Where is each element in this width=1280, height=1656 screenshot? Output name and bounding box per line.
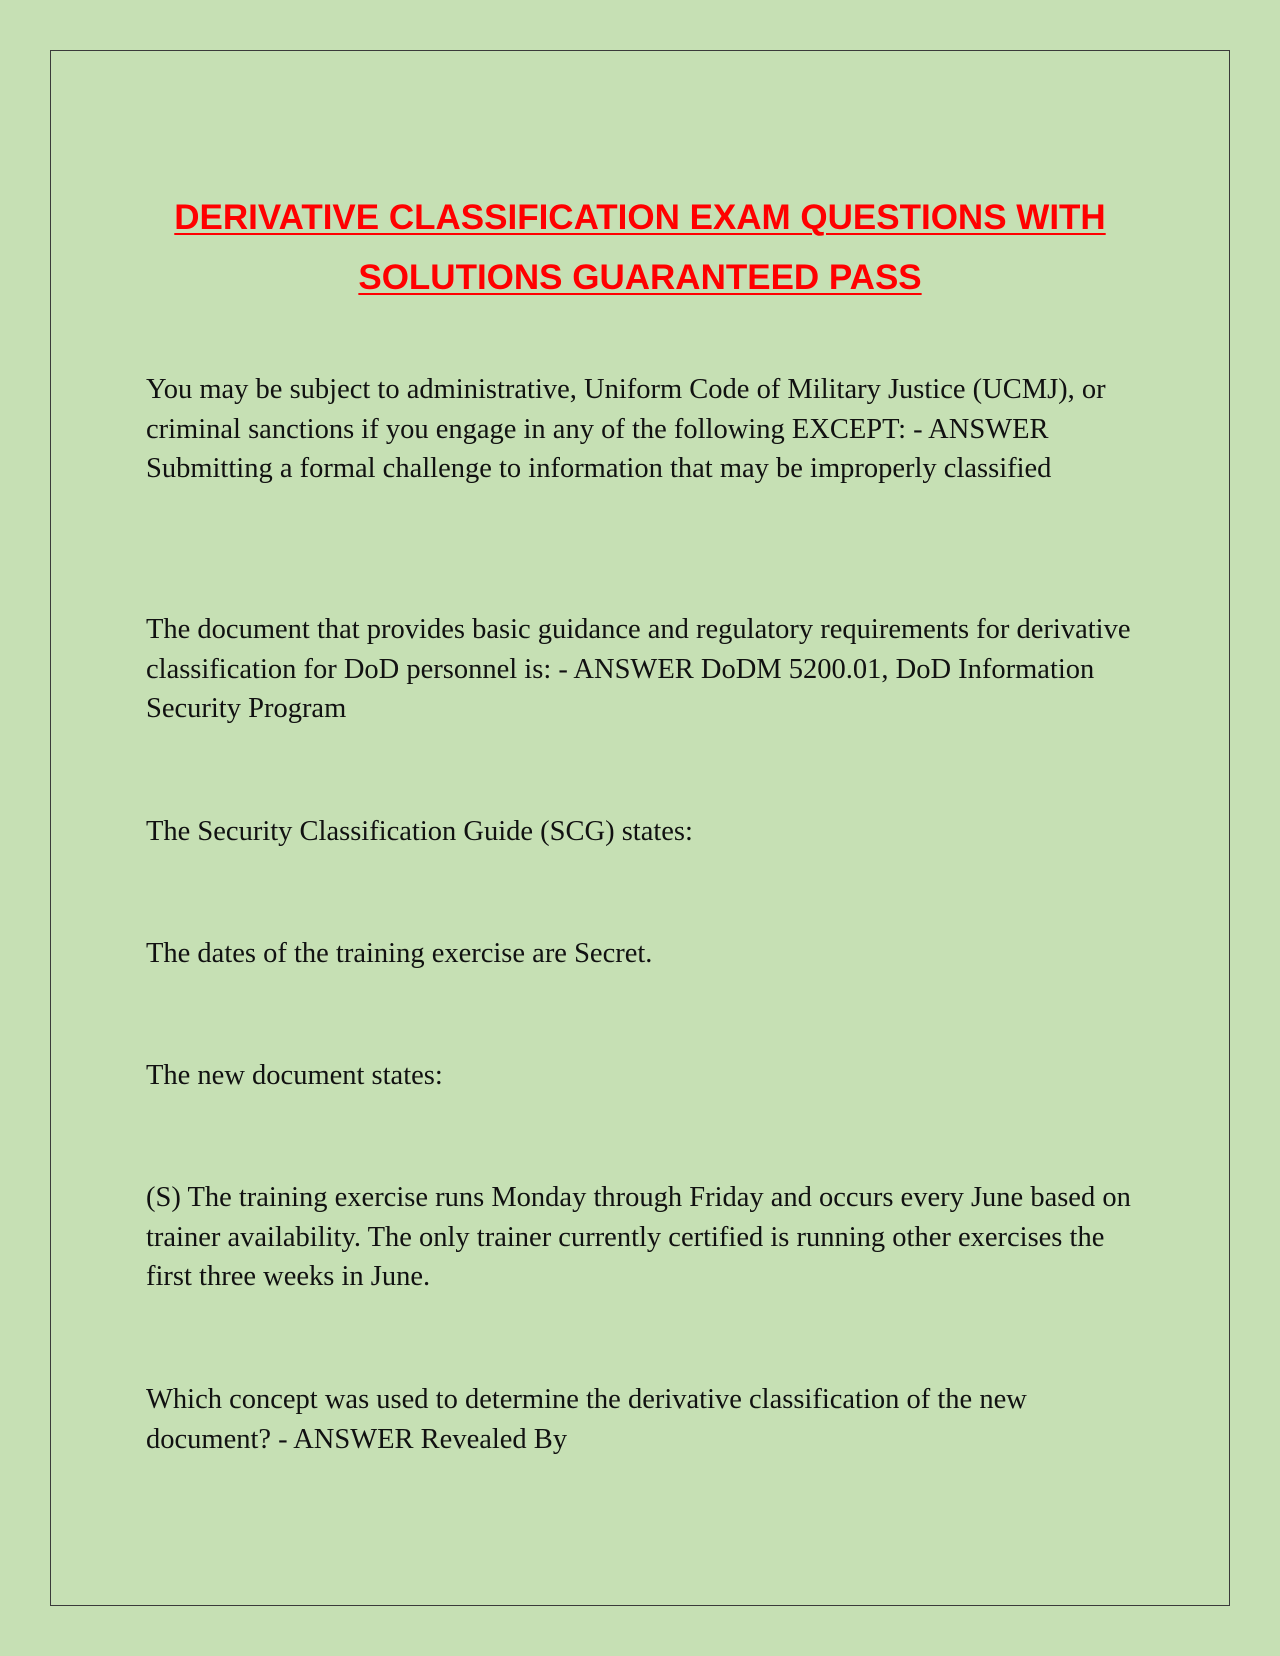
- document-title: [0, 188, 1280, 308]
- scg-intro-paragraph: The Security Classification Guide (SCG) states:: [146, 816, 693, 847]
- new-document-statement-paragraph: (S) The training exercise runs Monday through Friday and occurs every June based on trainer availability. The only trainer currently certified is running other exercises the first three weeks in June.: [146, 1182, 1131, 1292]
- question-1-paragraph: You may be subject to administrative, Uniform Code of Military Justice (UCMJ), or criminal sanctions if you engage in any of the following EXCEPT: - ANSWER Submitting a formal challenge to information that may be improperly classified: [146, 374, 1106, 484]
- question-2-paragraph: The document that provides basic guidance and regulatory requirements for derivative classification for DoD personnel is: - ANSWER DoDM 5200.01, DoD Information Security Program: [146, 614, 1131, 724]
- new-document-intro-paragraph: The new document states:: [146, 1060, 443, 1091]
- scg-statement-paragraph: The dates of the training exercise are Secret.: [146, 938, 653, 969]
- title-line-2: SOLUTIONS GUARANTEED PASS: [358, 258, 922, 297]
- question-3-paragraph: Which concept was used to determine the derivative classification of the new document? - ANSWER Revealed By: [146, 1384, 1027, 1455]
- title-line-1: DERIVATIVE CLASSIFICATION EXAM QUESTIONS WITH: [174, 198, 1106, 237]
